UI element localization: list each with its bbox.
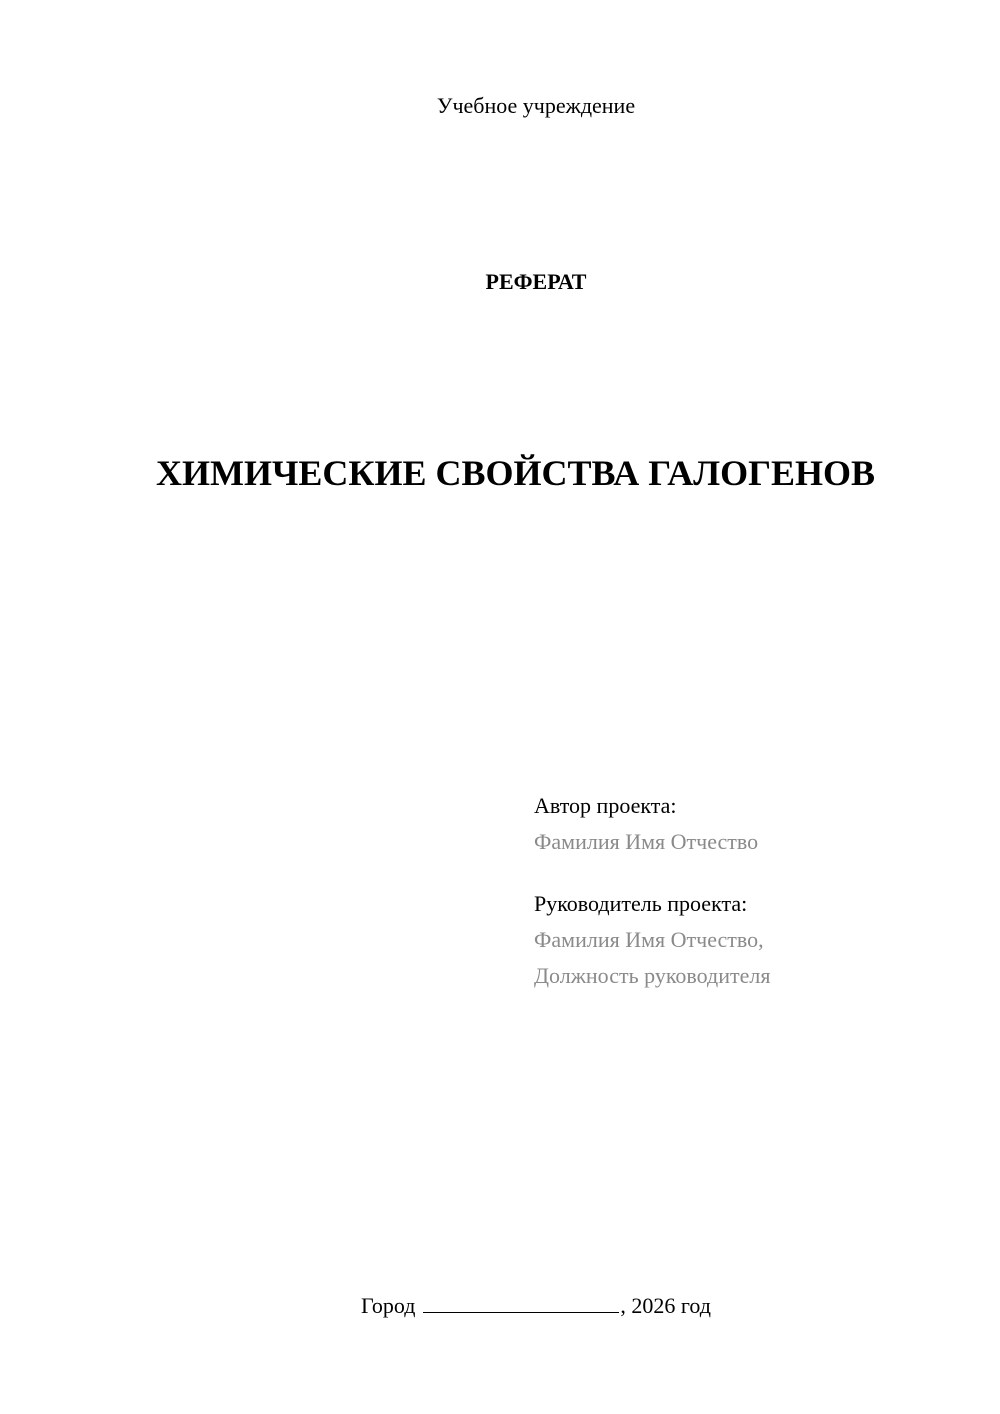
supervisor-name-placeholder: Фамилия Имя Отчество, xyxy=(534,927,764,952)
city-year-line xyxy=(0,1290,1000,1321)
supervisor-position-placeholder: Должность руководителя xyxy=(534,963,771,988)
supervisor-label: Руководитель проекта: xyxy=(534,891,748,916)
author-label: Автор проекта: xyxy=(534,793,677,818)
spacer xyxy=(534,860,974,886)
author-name-placeholder: Фамилия Имя Отчество xyxy=(534,829,759,854)
city-blank-line xyxy=(423,1290,619,1313)
institution-name: Учебное учреждение xyxy=(436,93,636,118)
city-label: Город xyxy=(361,1293,416,1318)
project-info-block xyxy=(534,788,974,994)
year-text: , 2026 год xyxy=(620,1293,711,1318)
document-type: РЕФЕРАТ xyxy=(485,269,587,294)
document-title: ХИМИЧЕСКИЕ СВОЙСТВА ГАЛОГЕНОВ xyxy=(156,453,876,493)
